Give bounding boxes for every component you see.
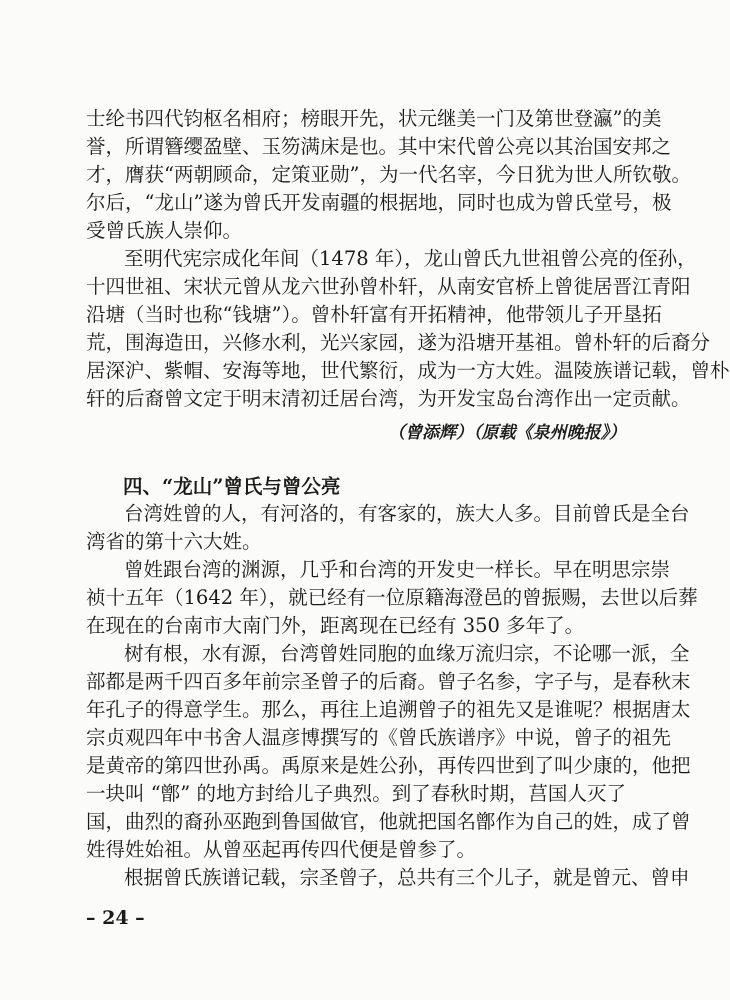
text-line: 士纶书四代钧枢名相府；榜眼开先，状元继美一门及第世登瀛”的美 bbox=[86, 107, 662, 130]
text-line: 沿塘（当时也称“钱塘”）。曾朴轩富有开拓精神，他带领儿子开垦拓 bbox=[86, 303, 662, 326]
text-line: 宗贞观四年中书舍人温彦博撰写的《曾氏族谱序》中说，曾子的祖先 bbox=[86, 726, 672, 749]
text-line: 树有根，水有源，台湾曾姓同胞的血缘万流归宗，不论哪一派，全 bbox=[124, 642, 690, 665]
page-number: – 24 – bbox=[86, 907, 145, 929]
text-line: 在现在的台南市大南门外，距离现在已经有 350 多年了。 bbox=[86, 614, 585, 637]
section-heading: 四、“龙山”曾氏与曾公亮 bbox=[123, 475, 341, 498]
text-line: 祯十五年（1642 年），就已经有一位原籍海澄邑的曾振赐，去世以后葬 bbox=[86, 586, 698, 609]
text-line: 尔后，“龙山”遂为曾氏开发南疆的根据地，同时也成为曾氏堂号，极 bbox=[86, 191, 672, 214]
text-line: 姓得姓始祖。从曾巫起再传四代便是曾参了。 bbox=[86, 838, 477, 861]
text-line: 是黄帝的第四世孙禹。禹原来是姓公孙，再传四世到了叫少康的，他把 bbox=[86, 754, 691, 777]
text-line: 台湾姓曾的人，有河洛的，有客家的，族大人多。目前曾氏是全台 bbox=[124, 502, 690, 525]
text-line: 至明代宪宗成化年间（1478 年），龙山曾氏九世祖曾公亮的侄孙， bbox=[124, 247, 697, 270]
text-line: 湾省的第十六大姓。 bbox=[86, 530, 262, 553]
text-line: 受曾氏族人崇仰。 bbox=[86, 219, 243, 242]
text-line: 部都是两千四百多年前宗圣曾子的后裔。曾子名参，字子与，是春秋末 bbox=[86, 670, 691, 693]
text-line: 十四世祖、宋状元曾从龙六世孙曾朴轩，从南安官桥上曾徙居晋江青阳 bbox=[86, 275, 691, 298]
text-line: 根据曾氏族谱记载，宗圣曾子，总共有三个儿子，就是曾元、曾申 bbox=[124, 866, 690, 889]
text-line: 誉，所谓簪缨盈壁、玉笏满床是也。其中宋代曾公亮以其治国安邦之 bbox=[86, 135, 672, 158]
text-line: 荒，围海造田，兴修水利，光兴家园，遂为沿塘开基祖。曾朴轩的后裔分 bbox=[86, 331, 711, 354]
source-attribution: （曾添辉）（原载《泉州晚报》） bbox=[388, 423, 626, 443]
text-line: 年孔子的得意学生。那么，再往上追溯曾子的祖先又是谁呢？根据唐太 bbox=[86, 698, 691, 721]
text-line: 轩的后裔曾文定于明末清初迁居台湾，为开发宝岛台湾作出一定贡献。 bbox=[86, 387, 691, 410]
text-line: 国，曲烈的裔孙巫跑到鲁国做官，他就把国名鄫作为自己的姓，成了曾 bbox=[86, 810, 691, 833]
text-line: 居深沪、紫帽、安海等地，世代繁衍，成为一方大姓。温陵族谱记载，曾朴 bbox=[86, 359, 730, 382]
text-line: 曾姓跟台湾的渊源，几乎和台湾的开发史一样长。早在明思宗崇 bbox=[124, 558, 671, 581]
text-line: 一块叫 “鄫” 的地方封给儿子典烈。到了春秋时期，莒国人灭了 bbox=[86, 782, 626, 805]
text-line: 才，膺获“两朝顾命，定策亚勋”，为一代名宰，今日犹为世人所钦敬。 bbox=[86, 163, 691, 186]
